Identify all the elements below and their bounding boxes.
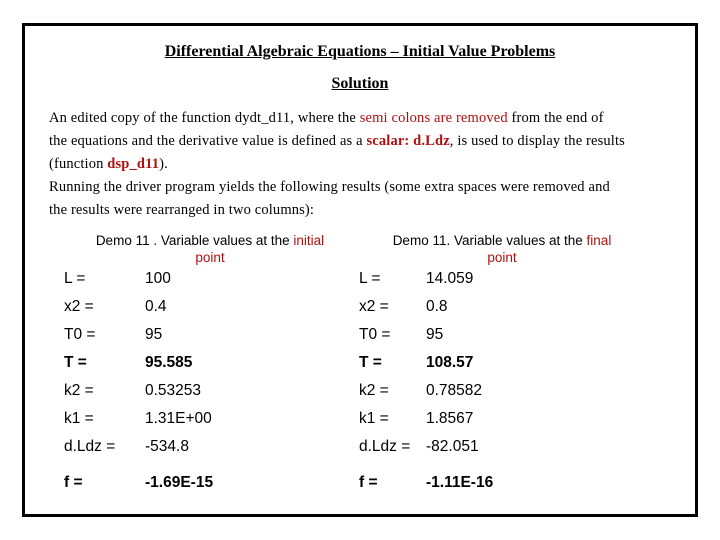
variable-label: d.Ldz =	[359, 438, 411, 455]
variable-value: 0.53253	[145, 382, 202, 399]
variable-label: T0 =	[64, 326, 96, 343]
variable-label: f =	[64, 474, 83, 491]
intro-paragraph	[49, 107, 679, 222]
variable-value: 108.57	[426, 354, 474, 371]
left-column-header	[65, 232, 355, 266]
driver-text: the results were rearranged in two columns):	[49, 202, 315, 218]
variable-value: 95.585	[145, 354, 193, 371]
slide-frame	[22, 23, 698, 517]
variable-value: 95	[426, 326, 444, 343]
variable-value: 1.8567	[426, 410, 474, 427]
variable-value: -1.69E-15	[145, 474, 214, 491]
variable-label: d.Ldz =	[64, 438, 116, 455]
intro-text: from the end of	[507, 110, 604, 126]
slide-subtitle: Solution	[331, 75, 389, 92]
variable-label: T =	[359, 354, 382, 371]
driver-text: Running the driver program yields the following results (some extra spaces were removed and	[49, 179, 610, 195]
variable-label: k2 =	[359, 382, 389, 399]
header-highlight: point	[487, 250, 517, 265]
header-highlight: initial	[293, 233, 325, 248]
variable-label: k1 =	[359, 410, 389, 427]
variable-value: 0.8	[426, 298, 448, 315]
variable-value: 1.31E+00	[145, 410, 212, 427]
variable-value: 0.78582	[426, 382, 483, 399]
intro-text: ).	[159, 156, 168, 172]
header-highlight: point	[195, 250, 225, 265]
variable-label: x2 =	[64, 298, 94, 315]
highlight-scalar: scalar: d.Ldz	[366, 133, 450, 149]
intro-text: , is used to display the results	[449, 133, 625, 149]
variable-label: k1 =	[64, 410, 94, 427]
header-text: Demo 11 . Variable values at the	[95, 233, 294, 248]
intro-text: the equations and the derivative value is defined as a	[49, 133, 367, 149]
variable-label: L =	[64, 270, 86, 287]
slide-title: Differential Algebraic Equations – Initial Value Problems	[164, 43, 556, 60]
variable-label: T =	[64, 354, 87, 371]
intro-text: (function	[49, 156, 108, 172]
highlight-semicolons: semi colons are removed	[359, 110, 508, 126]
variable-value: -82.051	[426, 438, 479, 455]
variable-value: 0.4	[145, 298, 167, 315]
variable-value: 100	[145, 270, 171, 287]
header-highlight: final	[586, 233, 612, 248]
intro-text: An edited copy of the function dydt_d11, where the	[49, 110, 360, 126]
variable-value: -534.8	[145, 438, 189, 455]
variable-label: k2 =	[64, 382, 94, 399]
variable-label: x2 =	[359, 298, 389, 315]
variable-value: 14.059	[426, 270, 474, 287]
variable-label: T0 =	[359, 326, 391, 343]
right-column-header	[372, 232, 632, 266]
highlight-function: dsp_d11	[107, 156, 160, 172]
header-text: Demo 11. Variable values at the	[392, 233, 587, 248]
variable-label: f =	[359, 474, 378, 491]
variable-label: L =	[359, 270, 381, 287]
variable-value: -1.11E-16	[426, 474, 494, 491]
variable-value: 95	[145, 326, 163, 343]
